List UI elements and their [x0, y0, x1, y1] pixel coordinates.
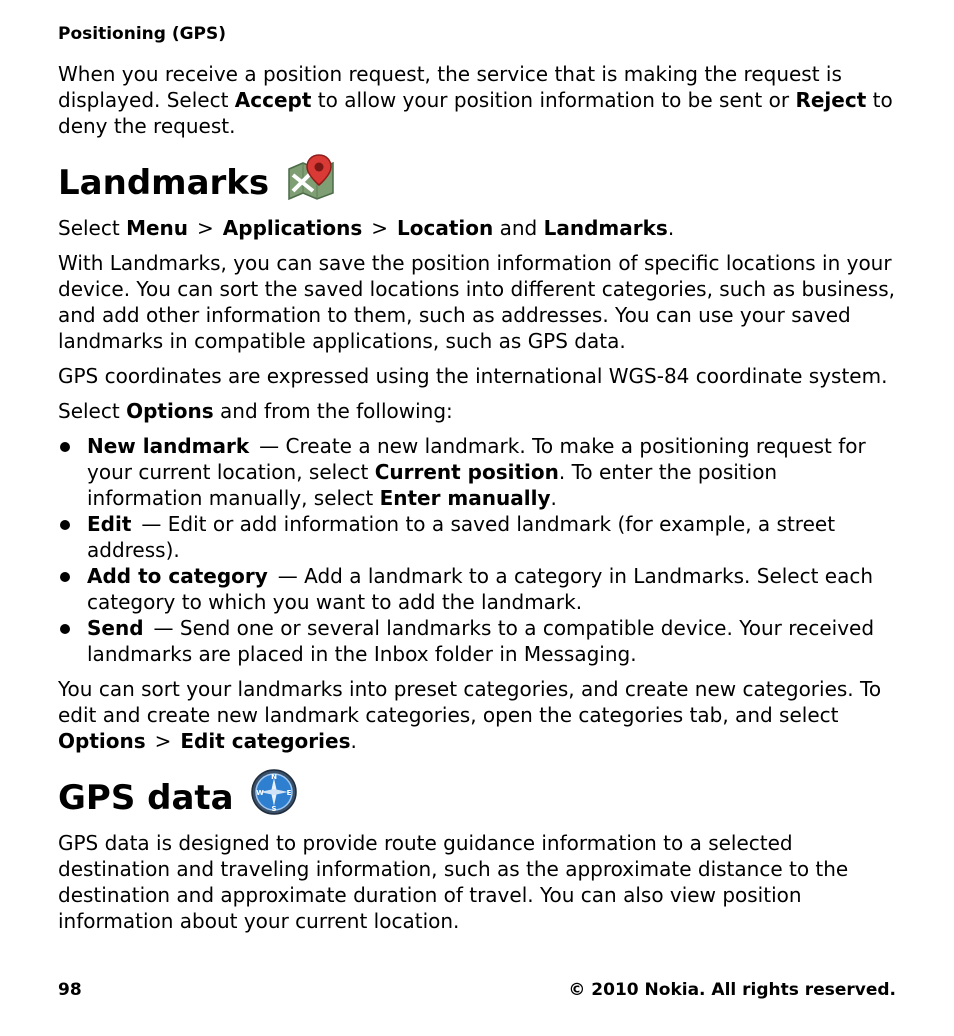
menu-path: [58, 215, 898, 241]
intro-text: to allow your position information to be sent or: [311, 88, 796, 112]
options-text: and from the following:: [213, 399, 453, 423]
path-separator: >: [197, 216, 214, 240]
categories-text: You can sort your landmarks into preset categories, and create new categories. To edit and create new landmark categories, open the categories tab, and select: [58, 677, 882, 727]
item-text: — Edit or add information to a saved landmark (for example, a street address).: [87, 512, 836, 562]
intro-text: to deny the request.: [58, 88, 893, 138]
list-item: [58, 615, 898, 667]
options-list: [58, 433, 898, 667]
item-term: New landmark: [87, 434, 250, 458]
compass-icon: [250, 768, 298, 827]
item-term: Send: [87, 616, 144, 640]
path-text: and: [493, 216, 544, 240]
list-item: [58, 511, 898, 563]
landmarks-heading: [58, 153, 898, 212]
path-location: Location: [397, 216, 494, 240]
compass-n: N: [270, 773, 277, 781]
reject-term: Reject: [795, 88, 867, 112]
page-number: 98: [58, 980, 82, 1000]
options-term: Options: [126, 399, 214, 423]
wgs-paragraph: GPS coordinates are expressed using the international WGS-84 coordinate system.: [58, 364, 888, 388]
map-pin-icon: [285, 153, 337, 212]
item-text: . To enter the position information manually, select: [87, 460, 778, 510]
landmarks-title: Landmarks: [58, 162, 270, 203]
item-text: .: [550, 486, 557, 510]
path-applications: Applications: [222, 216, 363, 240]
options-text: Select: [58, 399, 127, 423]
accept-term: Accept: [234, 88, 312, 112]
intro-paragraph: [58, 61, 898, 139]
path-separator: >: [371, 216, 389, 240]
item-term: Edit: [87, 512, 132, 536]
options-intro: [58, 398, 898, 424]
intro-text: When you receive a position request, the service that is making the request is displayed. Select: [58, 62, 842, 112]
compass-s: S: [271, 805, 277, 813]
running-header: Positioning (GPS): [58, 24, 227, 44]
path-menu: Menu: [126, 216, 189, 240]
list-item: [58, 433, 898, 511]
path-landmarks: Landmarks: [543, 216, 668, 240]
path-text: Select: [58, 216, 127, 240]
item-text: — Add a landmark to a category in Landmarks. Select each category to which you want to add the landmark.: [87, 564, 874, 614]
options-term: Options: [58, 729, 146, 753]
path-separator: >: [154, 729, 172, 753]
list-item: [58, 563, 898, 615]
categories-text: .: [350, 729, 357, 753]
compass-e: E: [286, 789, 292, 797]
item-term: Add to category: [87, 564, 268, 588]
copyright: © 2010 Nokia. All rights reserved.: [568, 980, 896, 1000]
edit-categories-term: Edit categories: [180, 729, 351, 753]
landmarks-description: With Landmarks, you can save the position information of specific locations in your device. You can sort the saved locations into different categories, such as business, and add other information to them, such as addresses. You can use your saved landmarks in compatible applications, such as GPS data.: [58, 251, 895, 353]
categories-paragraph: [58, 676, 898, 754]
page-footer: [58, 978, 896, 1002]
compass-w: W: [255, 789, 264, 797]
page-content: [58, 22, 898, 943]
enter-manually-term: Enter manually: [379, 486, 551, 510]
gps-description: GPS data is designed to provide route guidance information to a selected destination and traveling information, such as the approximate distance to the destination and approximate duration of travel. You can also view position information about your current location.: [58, 831, 849, 933]
gps-data-title: GPS data: [58, 777, 234, 818]
item-text: — Send one or several landmarks to a compatible device. Your received landmarks are placed in the Inbox folder in Messaging.: [87, 616, 875, 666]
current-position-term: Current position: [374, 460, 559, 484]
gps-data-heading: [58, 768, 898, 827]
item-text: — Create a new landmark. To make a positioning request for your current location, select: [87, 434, 866, 484]
path-text: .: [667, 216, 675, 240]
